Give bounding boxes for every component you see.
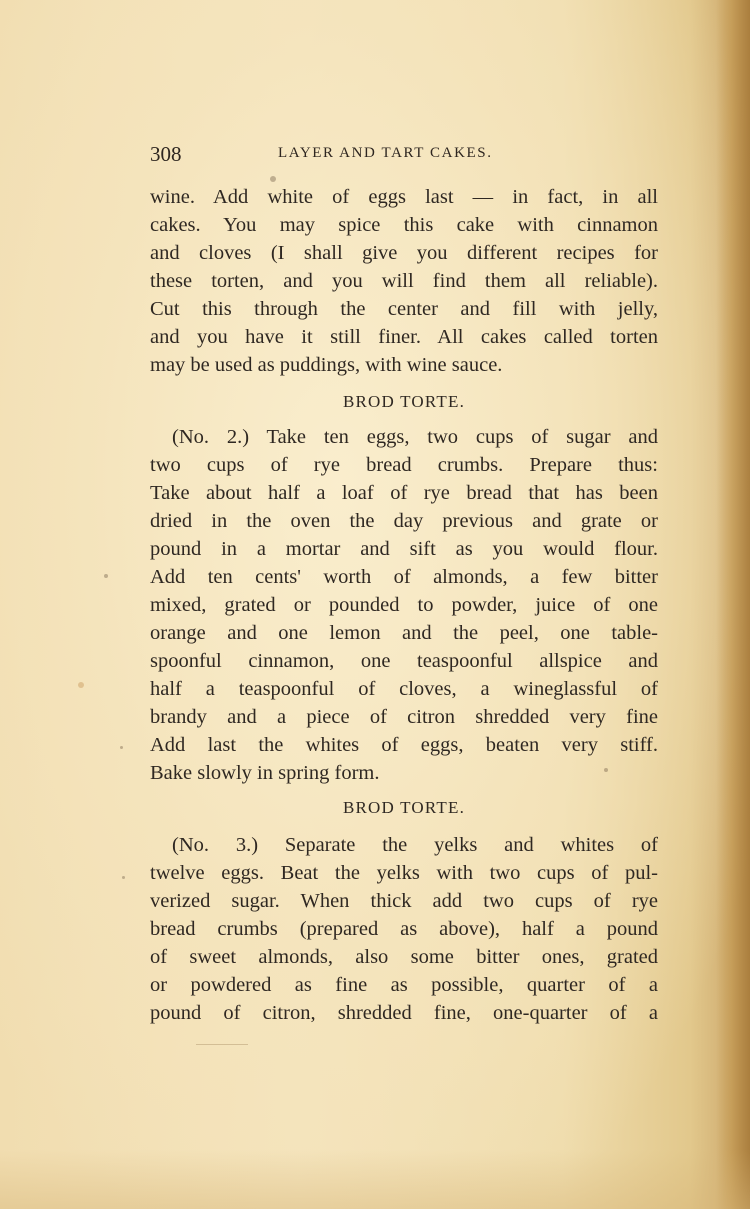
text-line: these torten, and you will find them all reliable). [150,270,658,292]
paragraph-continuation [150,183,658,379]
text-line: or powdered as fine as possible, quarter of a [150,974,658,996]
text-line: Bake slowly in spring form. [150,762,380,784]
text-line: pound of citron, shredded fine, one-quarter of a [150,1002,658,1024]
page-bottom-tint [0,1149,750,1209]
recipe-brod-torte-no-2 [150,423,658,787]
text-line: Take about half a loaf of rye bread that has been [150,482,658,504]
page-number: 308 [150,142,182,166]
text-line: mixed, grated or pounded to powder, juice of one [150,594,658,616]
text-line: twelve eggs. Beat the yelks with two cups of pul- [150,862,658,884]
text-line: may be used as puddings, with wine sauce. [150,354,503,376]
text-line: (No. 3.) Separate the yelks and whites of [172,834,658,856]
running-head: LAYER AND TART CAKES. [278,145,493,161]
text-line: Add last the whites of eggs, beaten very stiff. [150,734,658,756]
text-line: cakes. You may spice this cake with cinnamon [150,214,658,236]
text-line: and you have it still finer. All cakes called torten [150,326,658,348]
page-header [150,142,662,168]
recipe-brod-torte-no-3 [150,831,658,1027]
text-line: bread crumbs (prepared as above), half a pound [150,918,658,940]
paper-speck [78,682,84,688]
text-line: half a teaspoonful of cloves, a wineglassful of [150,678,658,700]
text-line: spoonful cinnamon, one teaspoonful allspice and [150,650,658,672]
paper-speck [122,876,125,879]
paper-speck [604,768,608,772]
text-line: wine. Add white of eggs last — in fact, in all [150,186,658,208]
text-line: dried in the oven the day previous and grate or [150,510,658,532]
text-line: of sweet almonds, also some bitter ones, grated [150,946,658,968]
text-line: brandy and a piece of citron shredded very fine [150,706,658,728]
paper-speck [120,746,123,749]
paper-speck [270,176,276,182]
faint-rule [196,1044,248,1045]
text-line: (No. 2.) Take ten eggs, two cups of sugar and [172,426,658,448]
text-line: and cloves (I shall give you different recipes for [150,242,658,264]
text-line: two cups of rye bread crumbs. Prepare thus: [150,454,658,476]
text-line: Add ten cents' worth of almonds, a few bitter [150,566,658,588]
section-heading-brod-torte-3: BROD TORTE. [342,798,466,817]
paper-speck [104,574,108,578]
text-line: orange and one lemon and the peel, one table- [150,622,658,644]
text-line: Cut this through the center and fill with jelly, [150,298,658,320]
page-edge-shadow [716,0,750,1209]
text-line: verized sugar. When thick add two cups of rye [150,890,658,912]
text-line: pound in a mortar and sift as you would flour. [150,538,658,560]
section-heading-brod-torte-2: BROD TORTE. [342,392,466,411]
